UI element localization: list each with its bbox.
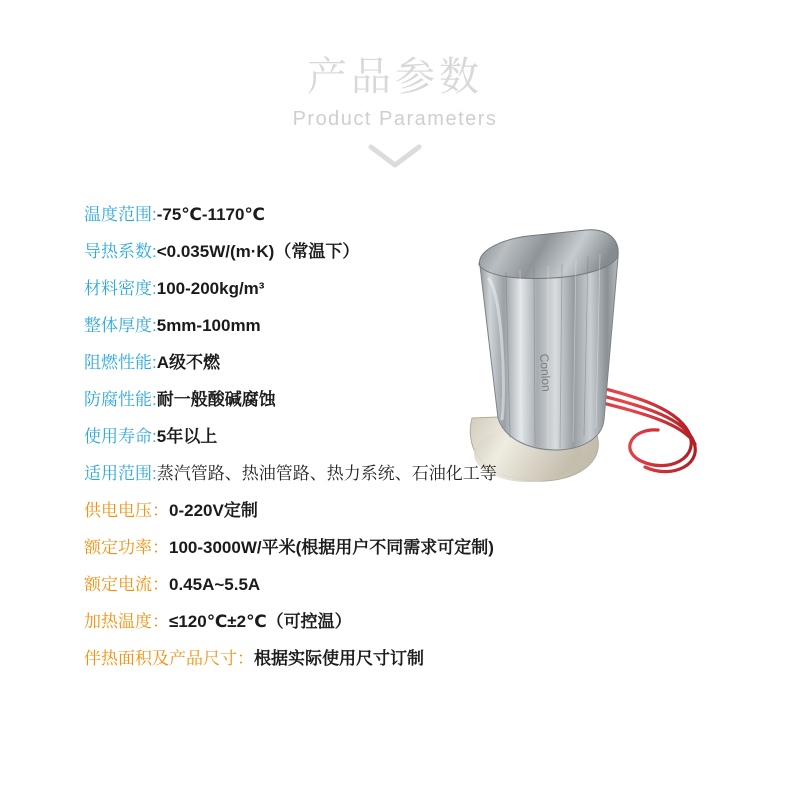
spec-label: 整体厚度: — [84, 316, 157, 335]
spec-row — [84, 463, 744, 485]
spec-value: 0.45A~5.5A — [169, 575, 261, 594]
spec-value: 耐一般酸碱腐蚀 — [156, 390, 276, 409]
spec-row — [84, 204, 744, 226]
spec-value: A级不燃 — [156, 353, 221, 372]
spec-label: 阻燃性能: — [84, 353, 157, 372]
spec-value: 0-220V定制 — [169, 501, 258, 520]
spec-row — [84, 315, 744, 337]
brand-text: Conlon — [537, 353, 554, 393]
spec-value: 5年以上 — [156, 427, 218, 446]
chevron-down-icon — [0, 143, 790, 169]
spec-value: ≤120℃±2℃（可控温） — [169, 612, 352, 631]
spec-row — [84, 537, 744, 559]
spec-row — [84, 574, 744, 596]
spec-label: 加热温度： — [84, 612, 169, 631]
spec-label: 使用寿命: — [84, 427, 157, 446]
spec-label: 伴热面积及产品尺寸： — [84, 649, 254, 668]
page-header — [0, 52, 790, 169]
spec-label: 防腐性能: — [84, 390, 157, 409]
spec-value: <0.035W/(m·K)（常温下） — [156, 242, 360, 261]
spec-row — [84, 241, 744, 263]
spec-value: -75℃-1170℃ — [156, 205, 266, 224]
spec-row — [84, 500, 744, 522]
spec-label: 材料密度: — [84, 279, 157, 298]
spec-value: 100-3000W/平米(根据用户不同需求可定制) — [169, 538, 494, 557]
spec-label: 温度范围: — [84, 205, 157, 224]
spec-value: 根据实际使用尺寸订制 — [254, 649, 424, 668]
spec-label: 额定功率： — [84, 538, 169, 557]
spec-row — [84, 389, 744, 411]
spec-row — [84, 611, 744, 633]
spec-row — [84, 426, 744, 448]
spec-value: 100-200kg/m³ — [156, 279, 265, 298]
spec-row — [84, 278, 744, 300]
page-title: 产品参数 — [307, 55, 483, 99]
spec-row — [84, 648, 744, 670]
spec-value: 蒸汽管路、热油管路、热力系统、石油化工等 — [156, 464, 497, 483]
spec-label: 额定电流： — [84, 575, 169, 594]
page-subtitle: Product Parameters — [292, 108, 498, 130]
spec-value: 5mm-100mm — [156, 316, 261, 335]
spec-label: 适用范围: — [84, 464, 157, 483]
spec-label: 供电电压： — [84, 501, 169, 520]
spec-row — [84, 352, 744, 374]
spec-label: 导热系数: — [84, 242, 157, 261]
spec-list — [84, 204, 744, 685]
